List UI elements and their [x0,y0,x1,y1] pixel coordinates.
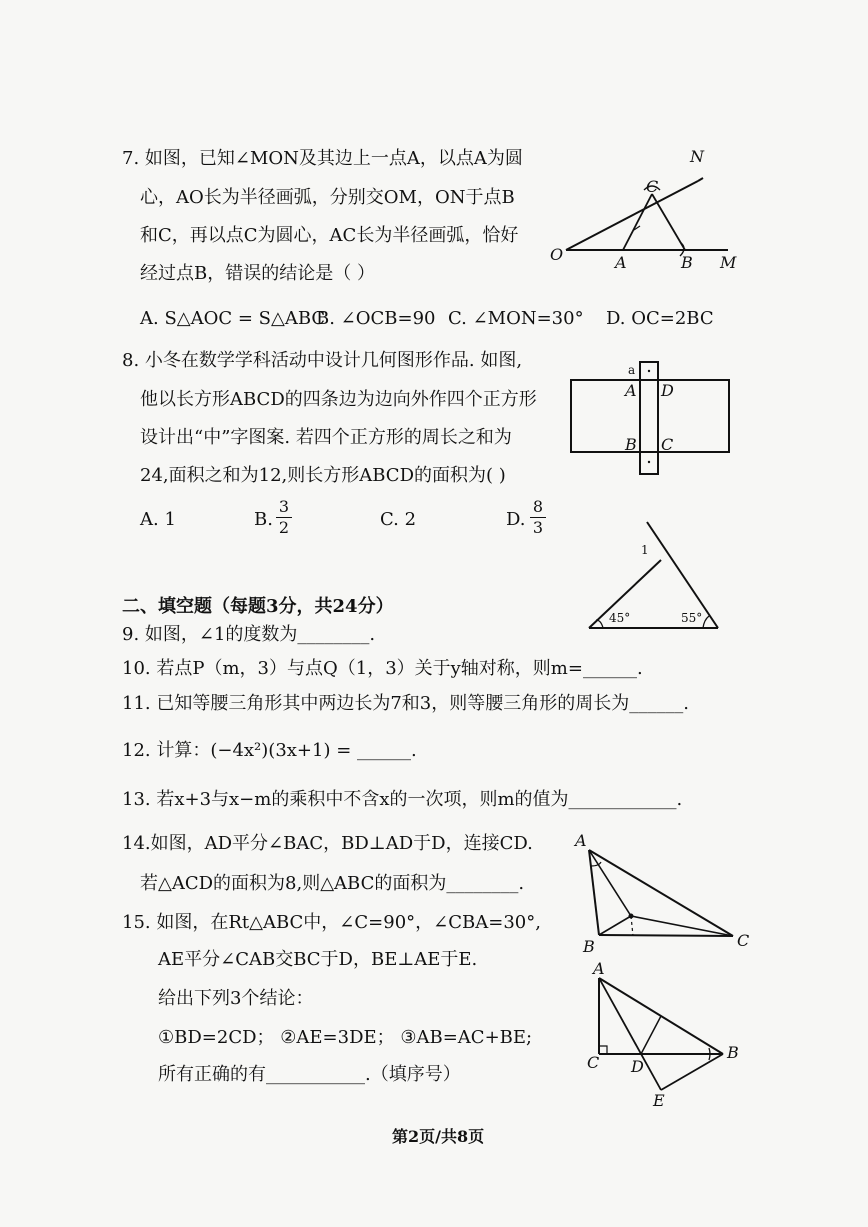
segment-cb [652,194,685,250]
question-11: 11. 已知等腰三角形其中两边长为7和3，则等腰三角形的周长为______. [122,693,689,714]
angle-45-label: 45° [609,611,631,625]
segment-be [661,1054,723,1090]
label-n: N [690,147,704,166]
label-c: C [587,1053,600,1072]
q8-figure [565,358,740,483]
q8-line-3: 设计出“中”字图案. 若四个正方形的周长之和为 [140,427,512,448]
q8-option-d: D. [506,509,526,530]
q15-line-1: 15. 如图，在Rt△ABC中，∠C=90°，∠CBA=30°, [122,912,541,933]
q15-figure [585,959,765,1110]
label-b: B [681,253,693,272]
outer-rectangle [571,380,729,452]
q8-line-2: 他以长方形ABCD的四条边为边向外作四个正方形 [140,389,537,410]
q15-line-5: 所有正确的有___________.（填序号） [158,1064,461,1085]
q14-line-1: 14.如图，AD平分∠BAC，BD⊥AD于D，连接CD. [122,833,533,854]
label-a: A [593,959,605,978]
q7-option-c: C. ∠MON=30° [448,308,584,329]
q7-line-3: 和C，再以点C为圆心，AC长为半径画弧，恰好 [140,225,519,246]
q15-line-4: ①BD=2CD； ②AE=3DE； ③AB=AC+BE; [158,1027,533,1048]
label-c: C [661,435,674,454]
question-12: 12. 计算：(−4x²)(3x+1) = ______. [122,740,417,761]
q15-line-2: AE平分∠CAB交BC于D，BE⊥AE于E. [158,949,478,970]
section-2-heading: 二、填空题（每题3分，共24分） [122,596,394,617]
question-13: 13. 若x+3与x−m的乘积中不含x的一次项，则m的值为____________. [122,789,683,810]
label-b: B [727,1043,739,1062]
label-b: B [583,937,595,956]
angle-55-label: 55° [681,611,703,625]
label-a-small: a [628,363,636,377]
q14-figure [575,830,755,955]
vertical-strip [640,362,658,474]
label-e: E [653,1091,665,1110]
label-b: B [625,435,637,454]
page-footer: 第2页/共8页 [392,1127,485,1146]
label-a: A [625,381,637,400]
question-9: 9. 如图，∠1的度数为________. [122,624,376,645]
q7-option-b: B. ∠OCB=90 [316,308,436,329]
q7-option-d: D. OC=2BC [606,308,714,329]
q8-option-b: B. [254,509,273,530]
q9-figure [585,516,725,636]
q8-option-c: C. 2 [380,509,417,530]
q14-line-2: 若△ACD的面积为8,则△ABC的面积为________. [140,873,525,894]
q7-line-1: 7. 如图，已知∠MON及其边上一点A，以点A为圆 [122,148,523,169]
side-ac [589,850,733,936]
q7-line-2: 心，AO长为半径画弧，分别交OM，ON于点B [140,187,515,208]
q8-fraction-d: 8 3 [530,498,546,537]
q7-figure [548,148,748,278]
angle-1-label: 1 [641,543,649,557]
side-bc [599,935,733,936]
label-d: D [631,1057,644,1076]
label-a: A [575,831,587,850]
q8-line-1: 8. 小冬在数学学科活动中设计几何图形作品. 如图, [122,350,523,371]
label-c: C [737,931,750,950]
segment-d-ab [641,1016,661,1054]
q8-option-a: A. 1 [140,509,176,530]
q8-fraction-b: 3 2 [276,498,292,537]
q7-line-4: 经过点B，错误的结论是（ ） [140,263,375,284]
q7-option-a: A. S△AOC = S△ABC [140,308,326,329]
label-a: A [615,253,627,272]
label-d: D [661,381,674,400]
label-c: C [646,177,659,196]
q15-line-3: 给出下列3个结论： [158,988,314,1009]
question-10: 10. 若点P（m，3）与点Q（1，3）关于y轴对称，则m=______. [122,658,643,679]
segment-ca [623,194,652,250]
label-m: M [720,253,737,272]
q8-line-4: 24,面积之和为12,则长方形ABCD的面积为( ) [140,465,506,486]
segment-bd [599,916,631,935]
label-o: O [550,245,564,264]
